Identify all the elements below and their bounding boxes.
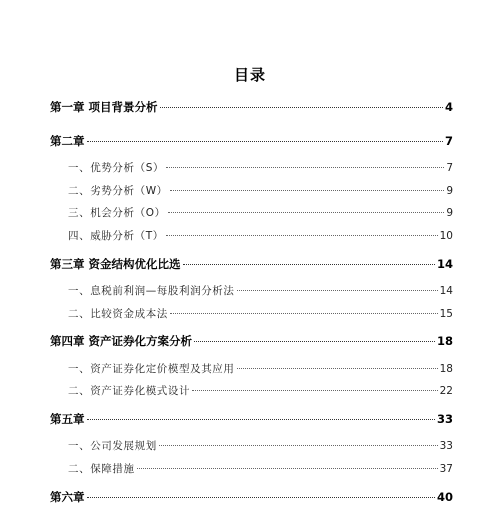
dot-leader	[170, 313, 438, 314]
dot-leader	[87, 141, 443, 142]
toc-page-number: 37	[439, 463, 453, 475]
toc-entry-label: 二、劣势分析（W）	[68, 185, 168, 197]
dot-leader	[166, 235, 438, 236]
toc-entry-section[interactable]	[68, 228, 453, 244]
toc-entry-section[interactable]	[68, 205, 453, 221]
toc-page-number: 7	[446, 162, 453, 174]
toc-page-number: 18	[436, 334, 453, 348]
toc-entry-label: 一、优势分析（S）	[68, 162, 165, 174]
dot-leader	[170, 190, 445, 191]
toc-entry-label: 第四章 资产证券化方案分析	[50, 334, 193, 348]
toc-entry-label: 三、机会分析（O）	[68, 207, 166, 219]
toc-page-number: 4	[444, 100, 453, 114]
toc-page-number: 10	[439, 230, 453, 242]
toc-entry-section[interactable]	[68, 361, 453, 377]
toc-page-number: 7	[444, 134, 453, 148]
toc-entry-section[interactable]	[68, 461, 453, 477]
toc-page-number: 33	[436, 412, 453, 426]
toc-entry-chapter-6[interactable]	[50, 489, 453, 505]
dot-leader	[192, 390, 438, 391]
toc-page-number: 9	[446, 207, 453, 219]
toc-page-number: 22	[439, 385, 453, 397]
toc-page-number: 33	[439, 440, 453, 452]
toc-page-number: 40	[436, 490, 453, 504]
dot-leader	[87, 497, 435, 498]
dot-leader	[168, 212, 445, 213]
dot-leader	[194, 341, 435, 342]
toc-entry-chapter-1[interactable]	[50, 99, 453, 115]
toc-entry-section[interactable]	[68, 283, 453, 299]
toc-page-number: 15	[439, 308, 453, 320]
dot-leader	[87, 419, 435, 420]
toc-entry-label: 第五章	[50, 412, 85, 426]
dot-leader	[237, 290, 438, 291]
toc-entry-section[interactable]	[68, 183, 453, 199]
toc-entry-label: 第三章 资金结构优化比选	[50, 257, 181, 271]
toc-entry-label: 一、息税前利润—每股利润分析法	[68, 285, 235, 297]
dot-leader	[159, 445, 438, 446]
toc-entry-chapter-2[interactable]	[50, 133, 453, 149]
toc-entry-section[interactable]	[68, 383, 453, 399]
toc-entry-label: 二、保障措施	[68, 463, 135, 475]
toc-entry-label: 二、比较资金成本法	[68, 308, 168, 320]
toc-entry-chapter-5[interactable]	[50, 411, 453, 427]
toc-page-number: 9	[446, 185, 453, 197]
toc-page-number: 18	[439, 363, 453, 375]
dot-leader	[160, 107, 443, 108]
toc-entry-chapter-4[interactable]	[50, 333, 453, 349]
toc-entry-label: 二、资产证券化模式设计	[68, 385, 191, 397]
toc-entry-label: 第六章	[50, 490, 85, 504]
toc-entry-label: 一、公司发展规划	[68, 440, 157, 452]
dot-leader	[183, 264, 435, 265]
dot-leader	[166, 167, 444, 168]
toc-page-number: 14	[439, 285, 453, 297]
toc-entry-label: 第一章 项目背景分析	[50, 100, 158, 114]
toc-entry-label: 一、资产证券化定价模型及其应用	[68, 363, 235, 375]
toc-entry-section[interactable]	[68, 160, 453, 176]
toc-entry-label: 四、威胁分析（T）	[68, 230, 164, 242]
dot-leader	[237, 368, 438, 369]
toc-entry-label: 第二章	[50, 134, 85, 148]
toc-entry-section[interactable]	[68, 438, 453, 454]
toc-entry-chapter-3[interactable]	[50, 256, 453, 272]
dot-leader	[137, 468, 438, 469]
toc-entry-section[interactable]	[68, 306, 453, 322]
toc-page-number: 14	[436, 257, 453, 271]
toc-title: 目录	[233, 66, 266, 84]
